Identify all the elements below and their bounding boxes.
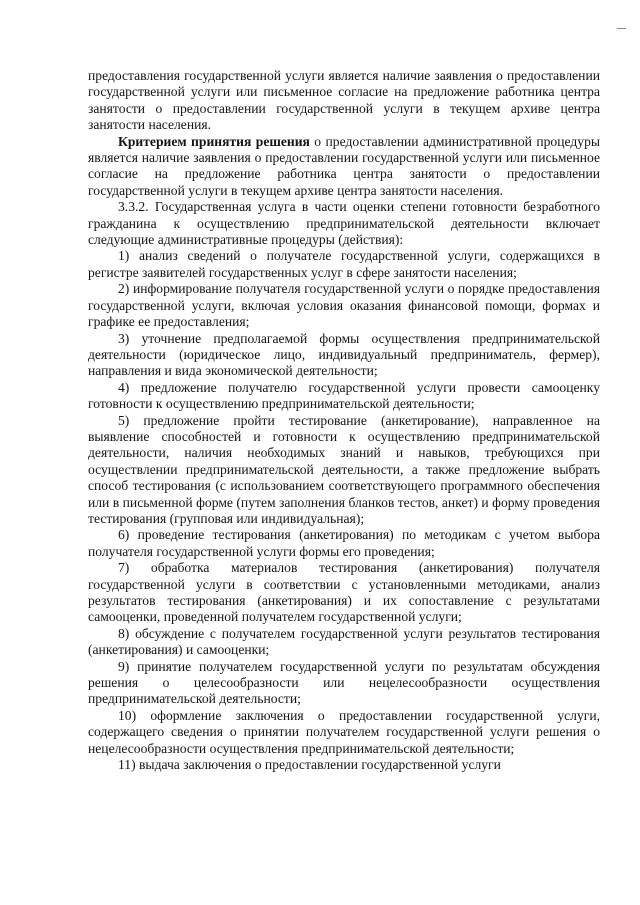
paragraph-continuation: предоставления государственной услуги является наличие заявления о предоставлении государственной услуги или письменное согласие на предложение работника центра занятости о предоставлении государственной услуги в текущем архиве центра занятости населения. [88,68,600,133]
criterion-text: о предоставлении административной процедуры является наличие заявления о предоставлении государственной услуги или письменное согласие на предложение работника центра занятости о предоставлении государственной услуги в текущем архиве центра занятости населения. [88,133,601,198]
corner-mark [617,28,626,29]
document-body [88,68,600,773]
list-item: 2) информирование получателя государственной услуги о порядке предоставления государственной услуги, включая условия оказания финансовой помощи, формах и графике ее предоставления; [88,281,600,330]
list-item: 10) оформление заключения о предоставлении государственной услуги, содержащего сведения о принятии получателем государственной услуги решения о нецелесообразности осуществления предпринимательской деятельности; [88,707,600,756]
list-item: 8) обсуждение с получателем государственной услуги результатов тестирования (анкетирования) и самооценки; [88,625,600,658]
criterion-bold-lead: Критерием принятия решения [118,133,310,149]
list-item: 6) проведение тестирования (анкетирования) по методикам с учетом выбора получателя государственной услуги формы его проведения; [88,527,600,559]
paragraph-criterion [88,134,600,200]
list-item: 5) предложение пройти тестирование (анкетирование), направленное на выявление способностей и готовности к осуществлению предпринимательской деятельности, наличия необходимых знаний и навыков, требующихся при осуществлении предпринимательской деятельности, а также предложение выбрать способ тестирования (с использованием соответствующего программного обеспечения или в письменной форме (путем заполнения бланков тестов, анкет) и форму проведения тестирования (групповая или индивидуальная); [88,412,600,526]
list-item: 9) принятие получателем государственной услуги по результатам обсуждения решения о целесообразности или нецелесообразности осуществления предпринимательской деятельности; [88,658,600,707]
list-item: 7) обработка материалов тестирования (анкетирования) получателя государственной услуги в соответствии с установленными методиками, анализ результатов тестирования (анкетирования) и их сопоставление с результатами самооценки, проведенной получателем государственной услуги; [88,560,600,625]
list-item: 3) уточнение предполагаемой формы осуществления предпринимательской деятельности (юридическое лицо, индивидуальный предприниматель, фермер), направления и вида экономической деятельности; [88,330,600,379]
paragraph-section-intro: 3.3.2. Государственная услуга в части оценки степени готовности безработного гражданина к осуществлению предпринимательской деятельности включает следующие административные процедуры (действия): [88,199,600,248]
list-item: 4) предложение получателю государственной услуги провести самооценку готовности к осуществлению предпринимательской деятельности; [88,379,600,412]
list-item: 11) выдача заключения о предоставлении государственной услуги [118,757,501,773]
list-item: 1) анализ сведений о получателе государственной услуги, содержащихся в регистре заявителей государственных услуг в сфере занятости населения; [88,248,600,280]
